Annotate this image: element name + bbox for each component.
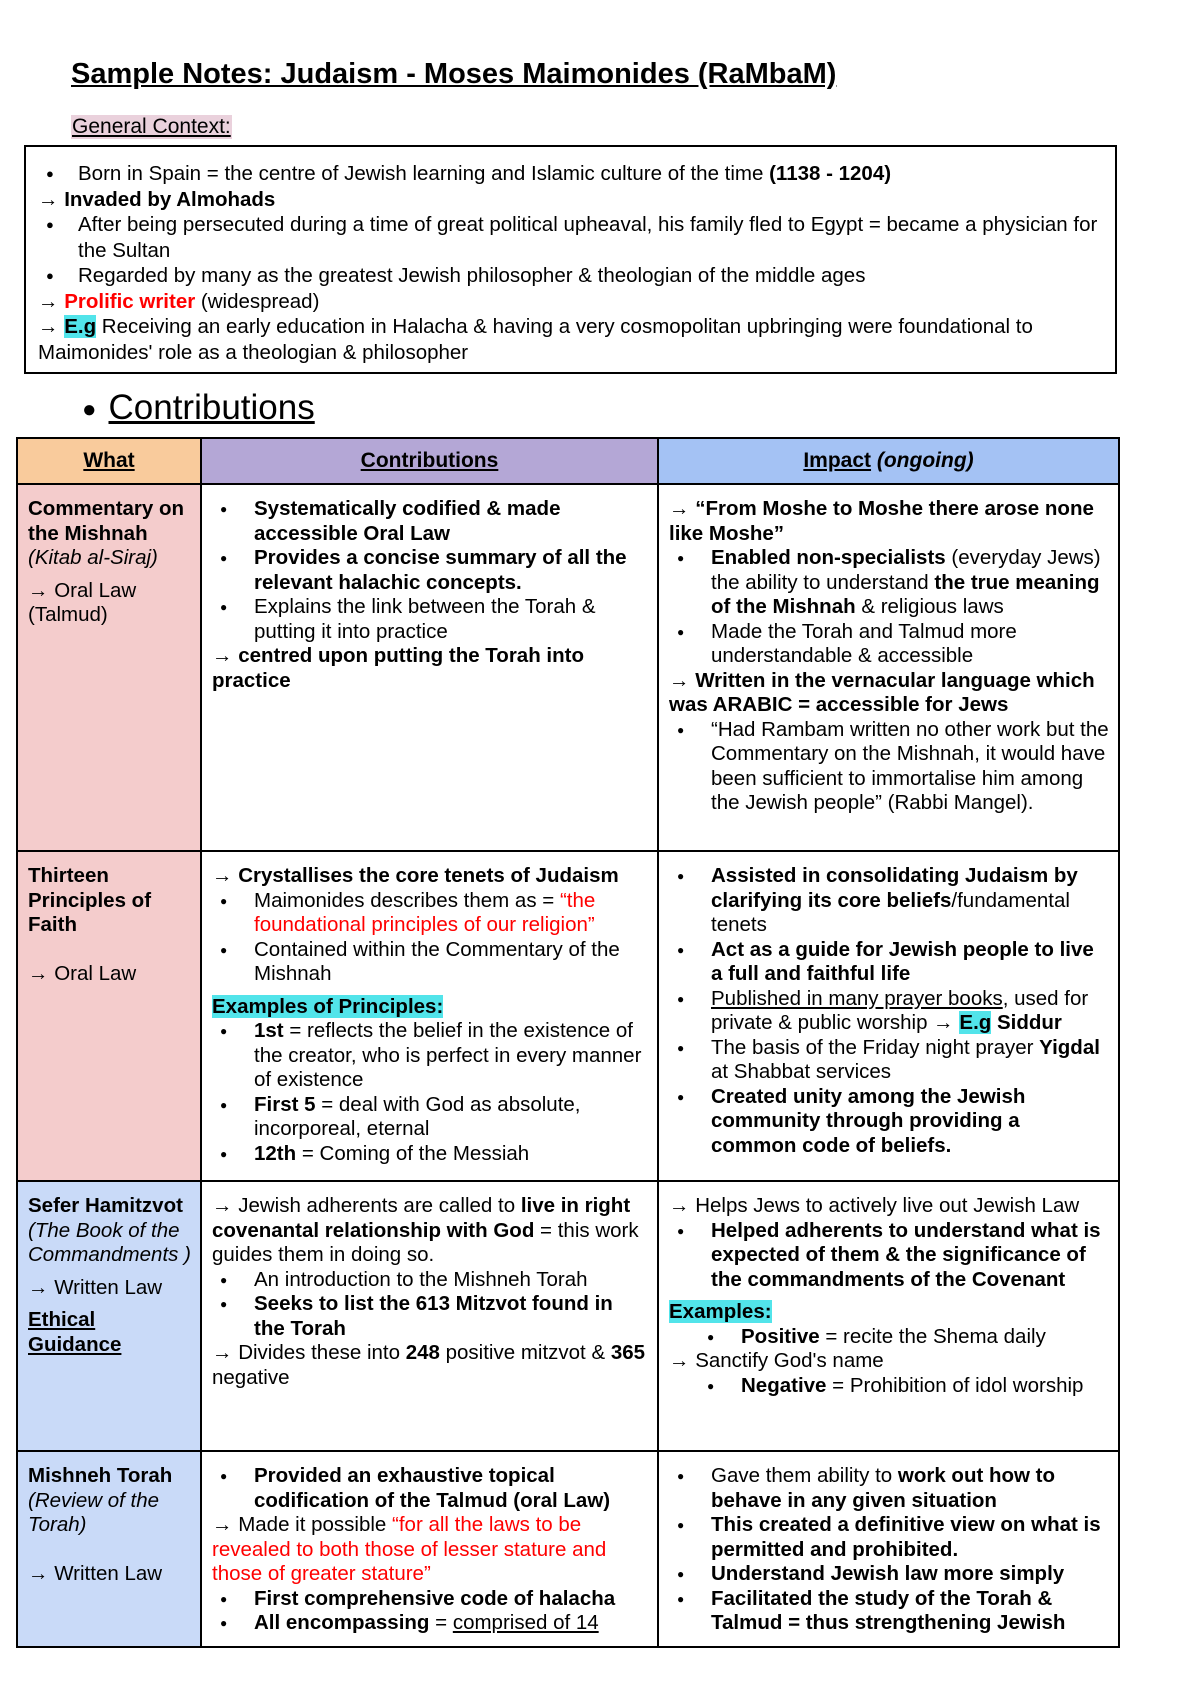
page-title: Sample Notes: Judaism - Moses Maimonides (RaMbaM) bbox=[71, 58, 837, 90]
context-item-prolific: → Prolific writer (widespread) bbox=[38, 289, 320, 313]
row2-impact: ● Assisted in consolidating Judaism by clarifying its core beliefs/fundamental tenets ● Act as a guide for Jewish people to live a full and faithful life ● Published in many prayer books, used for private & public worship → E.g Siddur ● The basis of the Friday night prayer Yigdal at Shabbat services ● Created unity among the Jewish community through providing a common code of beliefs. bbox=[658, 851, 1119, 1181]
context-item-persecuted: ● After being persecuted during a time of great political upheaval, his family fled to Egypt = became a physician for the Sultan bbox=[38, 212, 1103, 263]
context-item-example: → E.g Receiving an early education in Halacha & having a very cosmopolitan upbringing were foundational to Maimonides' role as a theologian & philosopher bbox=[38, 315, 1033, 364]
header-impact: Impact (ongoing) bbox=[658, 438, 1119, 484]
context-item-invaded: → Invaded by Almohads bbox=[38, 187, 276, 211]
table-row bbox=[17, 484, 1119, 851]
general-context-box bbox=[24, 145, 1117, 374]
header-contributions: Contributions bbox=[201, 438, 658, 484]
header-what: What bbox=[17, 438, 201, 484]
row1-impact: → “From Moshe to Moshe there arose none like Moshe” ● Enabled non-specialists (everyday Jews) the ability to understand the true meaning of the Mishnah & religious laws ● Made the Torah and Talmud more understandable & accessible → Written in the vernacular language which was ARABIC = accessible for Jews ● “Had Rambam written no other work but the Commentary on the Mishnah, it would have been sufficient to immortalise him among the Jewish people” (Rabbi Mangel). bbox=[658, 484, 1119, 851]
table-header-row bbox=[17, 438, 1119, 484]
contributions-table bbox=[16, 437, 1120, 1648]
context-item-born: ● Born in Spain = the centre of Jewish learning and Islamic culture of the time (1138 - 1204) bbox=[38, 161, 1103, 187]
row4-impact: ● Gave them ability to work out how to behave in any given situation ● This created a definitive view on what is permitted and prohibited. ● Understand Jewish law more simply ● Facilitated the study of the Torah & Talmud = thus strengthening Jewish bbox=[658, 1451, 1119, 1647]
row3-impact: → Helps Jews to actively live out Jewish Law ● Helped adherents to understand what is expected of them & the significance of the commandments of the Covenant Examples: ● Positive = recite the Shema daily → Sanctify God's name ● Negative = Prohibition of idol worship bbox=[658, 1181, 1119, 1451]
contributions-heading: ● Contributions bbox=[82, 388, 315, 427]
examples-of-principles-label: Examples of Principles: bbox=[212, 994, 444, 1018]
table-row bbox=[17, 1451, 1119, 1647]
examples-label: Examples: bbox=[669, 1300, 772, 1323]
row3-what: Sefer Hamitzvot (The Book of the Commandments ) → Written Law Ethical Guidance bbox=[17, 1181, 201, 1451]
context-item-regarded: ● Regarded by many as the greatest Jewish philosopher & theologian of the middle ages bbox=[38, 263, 1103, 289]
table-row bbox=[17, 1181, 1119, 1451]
row2-what: Thirteen Principles of Faith → Oral Law bbox=[17, 851, 201, 1181]
table-row bbox=[17, 851, 1119, 1181]
row1-contributions: ● Systematically codified & made accessible Oral Law ● Provides a concise summary of all the relevant halachic concepts. ● Explains the link between the Torah & putting it into practice → centred upon putting the Torah into practice bbox=[201, 484, 658, 851]
row1-what: Commentary on the Mishnah (Kitab al-Siraj) → Oral Law (Talmud) bbox=[17, 484, 201, 851]
bullet-icon: ● bbox=[82, 395, 97, 423]
row3-contributions: → Jewish adherents are called to live in right covenantal relationship with God = this work guides them in doing so. ● An introduction to the Mishneh Torah ● Seeks to list the 613 Mitzvot found in the Torah → Divides these into 248 positive mitzvot & 365 negative bbox=[201, 1181, 658, 1451]
row2-contributions: → Crystallises the core tenets of Judaism ● Maimonides describes them as = “the foundational principles of our religion” ● Contained within the Commentary of the Mishnah Examples of Principles: ● 1st = reflects the belief in the existence of the creator, who is perfect in every manner of existence ● First 5 = deal with God as absolute, incorporeal, eternal ● 12th = Coming of the Messiah bbox=[201, 851, 658, 1181]
general-context-heading: General Context: bbox=[72, 115, 231, 138]
ethical-guidance-label: Ethical Guidance bbox=[28, 1308, 122, 1356]
row4-what: Mishneh Torah (Review of the Torah) → Written Law bbox=[17, 1451, 201, 1647]
row4-contributions: ● Provided an exhaustive topical codification of the Talmud (oral Law) → Made it possible “for all the laws to be revealed to both those of lesser stature and those of greater stature” ● First comprehensive code of halacha ● All encompassing = comprised of 14 bbox=[201, 1451, 658, 1647]
